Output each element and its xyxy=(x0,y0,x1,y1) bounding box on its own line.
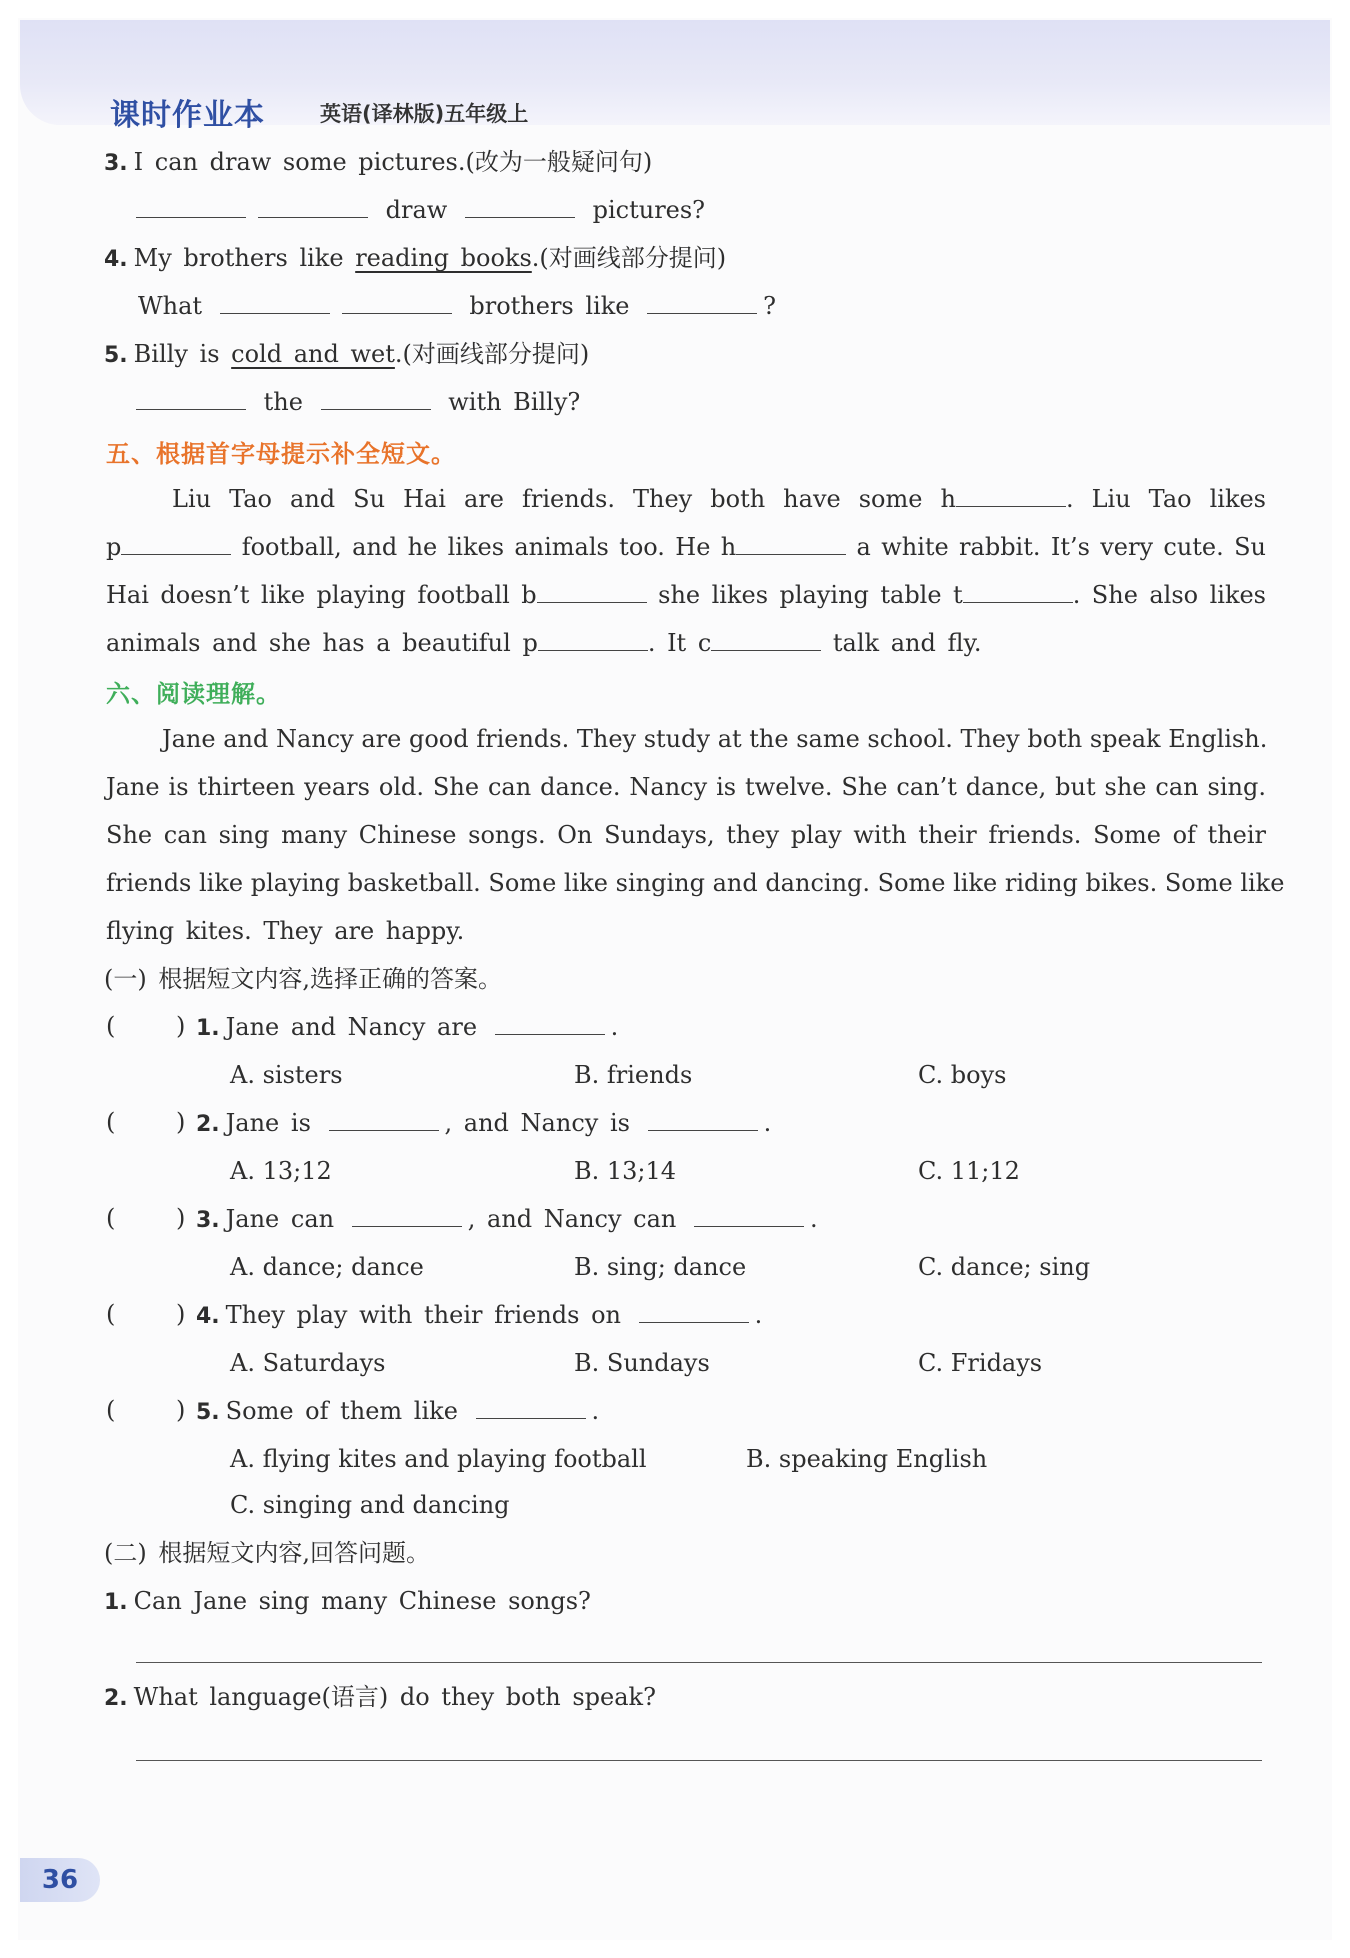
cloze-line-3: Hai doesn’t like playing football b she likes playing table t . She also likes xyxy=(106,581,1267,609)
mc-question-4: 4. They play with their friends on . xyxy=(196,1301,763,1329)
blank[interactable] xyxy=(476,1396,586,1419)
book-title: 课时作业本 xyxy=(110,98,265,133)
answer-line-3: draw pictures? xyxy=(136,195,705,225)
option-b[interactable]: B. sing; dance xyxy=(574,1253,747,1281)
option-a[interactable]: A. dance; dance xyxy=(230,1253,424,1281)
book-subtitle: 英语(译林版)五年级上 xyxy=(320,102,529,126)
passage-line-4: friends like playing basketball. Some like singing and dancing. Some like riding bikes. Some like xyxy=(106,869,1285,897)
answer-paren-close: ) xyxy=(176,1108,186,1136)
blank[interactable] xyxy=(321,387,431,410)
mc-question-2: 2. Jane is , and Nancy is . xyxy=(196,1109,772,1137)
answer-line-5: the with Billy? xyxy=(136,387,580,417)
mc-question-5: 5. Some of them like . xyxy=(196,1397,600,1425)
answer-paren-open: ( xyxy=(106,1012,116,1040)
option-c[interactable]: C. boys xyxy=(918,1061,1007,1089)
blank[interactable] xyxy=(352,1204,462,1227)
passage-line-3: She can sing many Chinese songs. On Sundays, they play with their friends. Some of their xyxy=(106,821,1266,849)
blank[interactable] xyxy=(220,291,330,314)
answer-writing-line[interactable] xyxy=(136,1662,1262,1663)
cloze-line-4: animals and she has a beautiful p . It c talk and fly. xyxy=(106,629,982,657)
blank[interactable] xyxy=(136,387,246,410)
blank[interactable] xyxy=(495,1012,605,1035)
option-c[interactable]: C. Fridays xyxy=(918,1349,1043,1377)
blank[interactable] xyxy=(956,484,1066,507)
blank[interactable] xyxy=(648,1108,758,1131)
answer-line-4: What brothers like ? xyxy=(138,292,776,320)
answer-paren-open: ( xyxy=(106,1204,116,1232)
option-a[interactable]: A. Saturdays xyxy=(230,1349,386,1377)
option-c[interactable]: C. 11;12 xyxy=(918,1157,1020,1185)
blank[interactable] xyxy=(136,195,246,218)
option-a[interactable]: A. 13;12 xyxy=(230,1157,332,1185)
blank[interactable] xyxy=(465,195,575,218)
blank[interactable] xyxy=(538,628,648,651)
answer-paren-close: ) xyxy=(176,1204,186,1232)
option-c[interactable]: C. singing and dancing xyxy=(230,1491,510,1519)
blank[interactable] xyxy=(963,580,1073,603)
answer-paren-open: ( xyxy=(106,1300,116,1328)
option-c[interactable]: C. dance; sing xyxy=(918,1253,1091,1281)
subsection-2-heading: (二) 根据短文内容,回答问题。 xyxy=(104,1539,430,1567)
page-header xyxy=(20,20,1330,133)
question-4: 4. My brothers like reading books.(对画线部分提问) xyxy=(104,244,727,272)
qa-question-2: 2. What language(语言) do they both speak? xyxy=(104,1683,656,1711)
blank[interactable] xyxy=(694,1204,804,1227)
answer-paren-close: ) xyxy=(176,1396,186,1424)
mc-question-3: 3. Jane can , and Nancy can . xyxy=(196,1205,818,1233)
option-a[interactable]: A. sisters xyxy=(230,1061,343,1089)
blank[interactable] xyxy=(537,580,647,603)
option-b[interactable]: B. speaking English xyxy=(746,1445,988,1473)
cloze-line-2: p football, and he likes animals too. He h a white rabbit. It’s very cute. Su xyxy=(106,533,1266,561)
blank[interactable] xyxy=(647,291,757,314)
question-3: 3. I can draw some pictures.(改为一般疑问句) xyxy=(104,148,653,176)
section-6-heading: 六、阅读理解。 xyxy=(106,680,281,708)
subsection-1-heading: (一) 根据短文内容,选择正确的答案。 xyxy=(104,965,502,993)
blank[interactable] xyxy=(711,628,821,651)
mc-question-1: 1. Jane and Nancy are . xyxy=(196,1013,619,1041)
option-b[interactable]: B. 13;14 xyxy=(574,1157,677,1185)
answer-paren-open: ( xyxy=(106,1108,116,1136)
section-5-heading: 五、根据首字母提示补全短文。 xyxy=(106,440,456,468)
blank[interactable] xyxy=(736,532,846,555)
option-a[interactable]: A. flying kites and playing football xyxy=(230,1445,647,1473)
cloze-line-1: Liu Tao and Su Hai are friends. They both have some h . Liu Tao likes xyxy=(172,485,1267,513)
passage-line-5: flying kites. They are happy. xyxy=(106,917,465,945)
answer-writing-line[interactable] xyxy=(136,1760,1262,1761)
answer-paren-open: ( xyxy=(106,1396,116,1424)
blank[interactable] xyxy=(342,291,452,314)
answer-paren-close: ) xyxy=(176,1012,186,1040)
answer-paren-close: ) xyxy=(176,1300,186,1328)
blank[interactable] xyxy=(121,532,231,555)
qa-question-1: 1. Can Jane sing many Chinese songs? xyxy=(104,1587,591,1615)
passage-line-2: Jane is thirteen years old. She can dance. Nancy is twelve. She can’t dance, but she can sing. xyxy=(106,773,1266,801)
blank[interactable] xyxy=(329,1108,439,1131)
option-b[interactable]: B. friends xyxy=(574,1061,693,1089)
option-b[interactable]: B. Sundays xyxy=(574,1349,710,1377)
blank[interactable] xyxy=(639,1300,749,1323)
page-number: 36 xyxy=(20,1858,100,1902)
question-5: 5. Billy is cold and wet.(对画线部分提问) xyxy=(104,340,590,368)
passage-line-1: Jane and Nancy are good friends. They study at the same school. They both speak English. xyxy=(162,725,1268,753)
blank[interactable] xyxy=(258,195,368,218)
